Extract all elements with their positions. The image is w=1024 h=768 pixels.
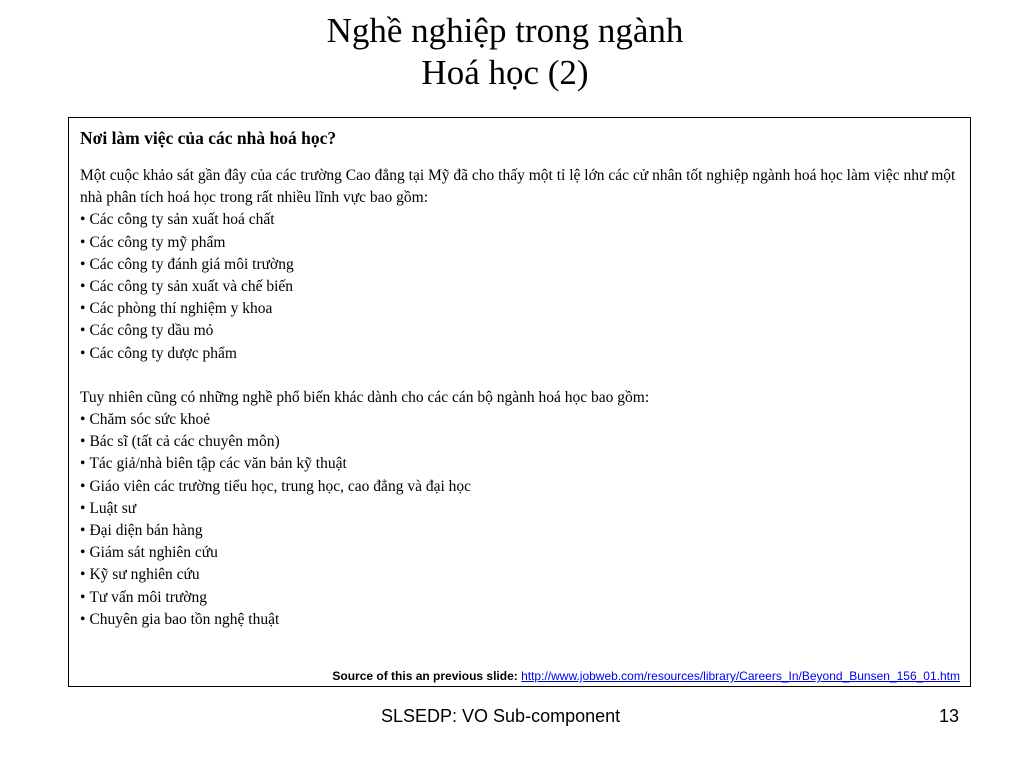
intro-paragraph: Một cuộc khảo sát gần đây của các trường Cao đẳng tại Mỹ đã cho thấy một tỉ lệ lớn các cử nhân tốt nghiệp ngành hoá học làm việc như một nhà phân tích hoá học trong rất nhiều lĩnh vực bao gồm: <box>80 167 956 207</box>
list-item: • Các công ty đánh giá môi trường <box>80 254 960 276</box>
list-item: • Các công ty sản xuất hoá chất <box>80 209 960 231</box>
slide-title <box>0 10 1010 94</box>
source-link[interactable]: http://www.jobweb.com/resources/library/Careers_In/Beyond_Bunsen_156_01.htm <box>521 669 960 683</box>
list-item: • Đại diện bán hàng <box>80 520 960 542</box>
list-item: • Các phòng thí nghiệm y khoa <box>80 298 960 320</box>
other-careers-list <box>80 409 960 631</box>
list-item: • Giám sát nghiên cứu <box>80 542 960 564</box>
list-item: • Tư vấn môi trường <box>80 587 960 609</box>
list-item: • Các công ty dược phẩm <box>80 343 960 365</box>
source-note <box>332 668 960 684</box>
list-item: • Chuyên gia bao tồn nghệ thuật <box>80 609 960 631</box>
list-item: • Các công ty dầu mỏ <box>80 320 960 342</box>
list-item: • Kỹ sư nghiên cứu <box>80 564 960 586</box>
workplaces-list <box>80 209 960 364</box>
content-box <box>68 117 971 687</box>
footer-text: SLSEDP: VO Sub-component <box>381 706 621 726</box>
slide-title-line-1: Nghề nghiệp trong ngành <box>326 11 684 50</box>
list-item: • Giáo viên các trường tiểu học, trung học, cao đẳng và đại học <box>80 476 960 498</box>
source-label: Source of this an previous slide: <box>332 669 518 683</box>
list-item: • Chăm sóc sức khoẻ <box>80 409 960 431</box>
list-item: • Luật sư <box>80 498 960 520</box>
spacer <box>80 365 960 387</box>
slide-title-line-2: Hoá học (2) <box>421 53 589 92</box>
box-heading: Nơi làm việc của các nhà hoá học? <box>80 128 337 148</box>
box-content <box>80 165 960 631</box>
other-careers-intro: Tuy nhiên cũng có những nghề phổ biến khác dành cho các cán bộ ngành hoá học bao gồm: <box>80 388 650 406</box>
page-number: 13 <box>939 706 960 726</box>
list-item: • Các công ty mỹ phẩm <box>80 232 960 254</box>
list-item: • Bác sĩ (tất cả các chuyên môn) <box>80 431 960 453</box>
list-item: • Các công ty sản xuất và chế biến <box>80 276 960 298</box>
list-item: • Tác giả/nhà biên tập các văn bản kỹ thuật <box>80 453 960 475</box>
